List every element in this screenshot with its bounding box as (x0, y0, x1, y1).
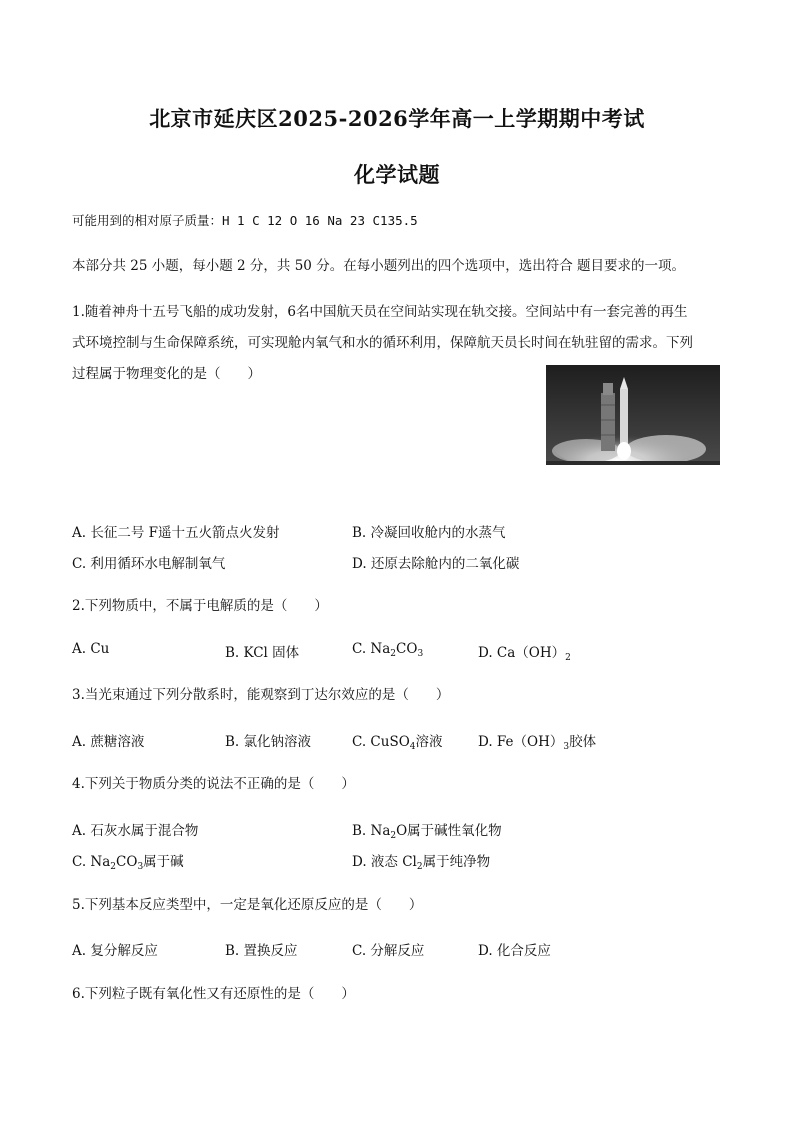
q1-stem-line-2: 式环境控制与生命保障系统，可实现舱内氧气和水的循环利用，保障航天员长时间在轨驻留的需求。下列 (72, 335, 693, 351)
q3-option-b[interactable]: B. 氯化钠溶液 (225, 734, 312, 750)
exam-subtitle: 化学试题 (354, 162, 440, 187)
q4-option-b[interactable]: B. $Na_2O$属于碱性氧化物 (352, 823, 502, 841)
q3-option-c[interactable]: C. CuSO$_4$溶液 (352, 734, 443, 752)
q1-option-c[interactable]: C. 利用循环水电解制氧气 (72, 556, 226, 572)
q5-stem: 5.下列基本反应类型中，一定是氧化还原反应的是（ ） (72, 897, 423, 913)
section-instructions: 本部分共 25 小题，每小题 2 分，共 50 分。在每小题列出的四个选项中，选出符合 题目要求的一项。 (72, 258, 685, 274)
q5-option-b[interactable]: B. 置换反应 (225, 943, 298, 959)
q3-option-a[interactable]: A. 蔗糖溶液 (72, 734, 145, 750)
q4-stem: 4.下列关于物质分类的说法不正确的是（ ） (72, 776, 355, 792)
q1-option-d[interactable]: D. 还原去除舱内的二氧化碳 (352, 556, 520, 572)
q2-option-d[interactable]: D. $Ca(OH)_2$ (478, 645, 571, 663)
q5-option-c[interactable]: C. 分解反应 (352, 943, 425, 959)
q2-option-c[interactable]: C. $Na_2CO_3$ (352, 641, 424, 659)
q1-stem-line-1: 1.随着神舟十五号飞船的成功发射，6名中国航天员在空间站实现在轨交接。空间站中有一套完善的再生 (72, 304, 688, 320)
q4-option-d[interactable]: D. 液态 $Cl_2$属于纯净物 (352, 854, 491, 872)
q6-stem: 6.下列粒子既有氧化性又有还原性的是（ ） (72, 986, 355, 1002)
q1-stem-line-3: 过程属于物理变化的是（ ） (72, 366, 261, 382)
q4-option-c[interactable]: C. $Na_2CO_3$属于碱 (72, 854, 184, 872)
q2-stem: 2.下列物质中，不属于电解质的是（ ） (72, 598, 328, 614)
q4-option-a[interactable]: A. 石灰水属于混合物 (72, 823, 199, 839)
q3-option-d[interactable]: D. $Fe(OH)_3$胶体 (478, 734, 597, 752)
q1-option-b[interactable]: B. 冷凝回收舱内的水蒸气 (352, 525, 506, 541)
rocket-launch-image (546, 365, 720, 465)
rocket-launch-photo (546, 365, 720, 465)
q5-option-d[interactable]: D. 化合反应 (478, 943, 551, 959)
q5-option-a[interactable]: A. 复分解反应 (72, 943, 158, 959)
atomic-masses-line: 可能用到的相对原子质量：H 1 C 12 O 16 Na 23 C135.5 (72, 213, 418, 228)
q2-option-b[interactable]: B. KCl 固体 (225, 645, 300, 661)
q2-option-a[interactable]: A. Cu (72, 641, 110, 657)
q1-option-a[interactable]: A. 长征二号 F遥十五火箭点火发射 (72, 525, 280, 541)
q3-stem: 3.当光束通过下列分散系时，能观察到丁达尔效应的是（ ） (72, 687, 450, 703)
exam-title: 北京市延庆区2025-2026学年高一上学期期中考试 (149, 106, 645, 131)
